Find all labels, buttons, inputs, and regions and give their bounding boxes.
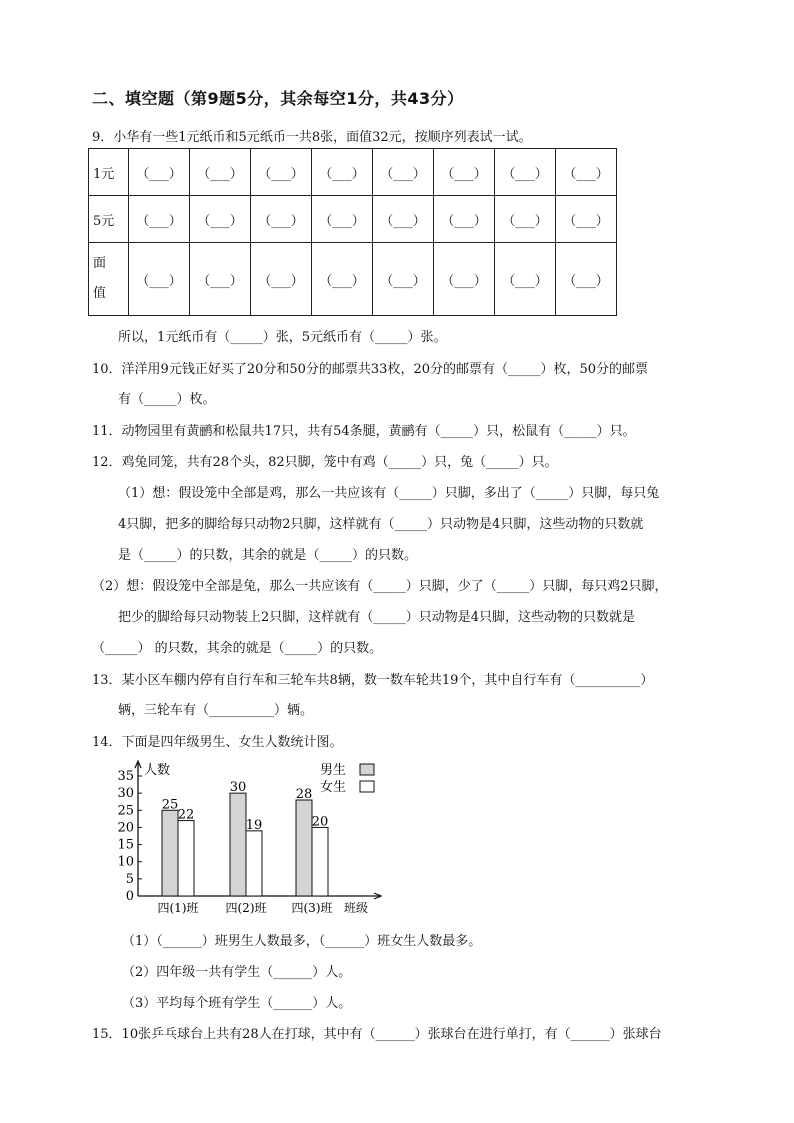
q13-line2: 辆，三轮车有（__________）辆。 <box>118 703 314 718</box>
q12-line1: 12．鸡兔同笼，共有28个头，82只脚，笼中有鸡（_____）只，兔（_____）只。 <box>92 455 558 470</box>
table-row <box>89 196 617 243</box>
bar-girls <box>312 827 328 896</box>
q9-answer: 所以，1元纸币有（_____）张，5元纸币有（_____）张。 <box>118 330 447 345</box>
legend-swatch <box>360 781 374 792</box>
table-cell[interactable]: （___） <box>556 243 617 316</box>
table-cell[interactable]: （___） <box>251 243 312 316</box>
table-cell[interactable]: （___） <box>495 243 556 316</box>
q9-text: 9．小华有一些1元纸币和5元纸币一共8张，面值32元，按顺序列表试一试。 <box>92 130 532 145</box>
y-tick-label: 10 <box>117 854 134 870</box>
q12-p2-line2: 把少的脚给每只动物装上2只脚，这样就有（_____）只动物是4只脚，这些动物的只数就是 <box>118 610 636 625</box>
table-cell[interactable]: （___） <box>556 196 617 243</box>
bar-value-label: 25 <box>161 797 179 813</box>
bar-girls <box>178 821 194 896</box>
legend-label: 男生 <box>320 763 347 778</box>
table-cell[interactable]: （___） <box>251 196 312 243</box>
row-header <box>89 243 129 316</box>
y-tick-label: 15 <box>117 837 134 853</box>
bar-boys <box>296 800 312 896</box>
y-tick-label: 0 <box>125 889 134 904</box>
class-bar-chart <box>112 756 392 916</box>
table-cell[interactable]: （___） <box>373 196 434 243</box>
table-cell[interactable]: （___） <box>434 149 495 196</box>
q14-line1: 14．下面是四年级男生、女生人数统计图。 <box>92 735 343 750</box>
q15-line1: 15．10张乒乓球台上共有28人在打球，其中有（______）张球台在进行单打，有（______）张球台 <box>92 1027 662 1042</box>
bar-girls <box>246 831 262 896</box>
table-cell[interactable]: （___） <box>495 149 556 196</box>
table-cell[interactable]: （___） <box>190 243 251 316</box>
table-cell[interactable]: （___） <box>129 243 190 316</box>
table-cell[interactable]: （___） <box>190 196 251 243</box>
table-cell[interactable]: （___） <box>312 243 373 316</box>
q9-table <box>88 148 617 316</box>
row-header: 5元 <box>89 196 129 243</box>
q13-line1: 13．某小区车棚内停有自行车和三轮车共8辆，数一数车轮共19个，其中自行车有（__________） <box>92 673 654 688</box>
y-tick-label: 20 <box>117 820 134 836</box>
bar-value-label: 30 <box>229 780 247 796</box>
table-cell[interactable]: （___） <box>373 149 434 196</box>
q12-p2-line3: （_____） 的只数，其余的就是（_____）的只数。 <box>92 641 383 656</box>
table-cell[interactable]: （___） <box>434 243 495 316</box>
x-tick-label: 四(1)班 <box>157 901 199 915</box>
y-tick-label: 5 <box>125 871 134 887</box>
table-cell[interactable]: （___） <box>495 196 556 243</box>
y-tick-label: 30 <box>117 786 134 802</box>
q10-line1: 10．洋洋用9元钱正好买了20分和50分的邮票共33枚，20分的邮票有（_____）枚，50分的邮票 <box>92 362 649 377</box>
table-cell[interactable]: （___） <box>434 196 495 243</box>
y-axis-label: 人数 <box>144 763 171 778</box>
x-axis-label: 班级 <box>343 901 369 915</box>
bar-boys <box>162 810 178 896</box>
table-row <box>89 149 617 196</box>
q12-p1-line1: （1）想：假设笼中全部是鸡，那么一共应该有（_____）只脚，多出了（_____）只脚，每只兔 <box>118 486 660 501</box>
q14-sub2: （2）四年级一共有学生（______）人。 <box>122 965 352 980</box>
table-cell[interactable]: （___） <box>312 149 373 196</box>
table-cell[interactable]: （___） <box>373 243 434 316</box>
q10-line2: 有（_____）枚。 <box>118 392 216 407</box>
table-cell[interactable]: （___） <box>190 149 251 196</box>
section-title: 二、填空题（第9题5分，其余每空1分，共43分） <box>92 89 464 108</box>
table-row <box>89 243 617 316</box>
row-header-char: 值 <box>93 286 107 301</box>
legend-swatch <box>360 764 374 775</box>
table-cell[interactable]: （___） <box>129 196 190 243</box>
q14-sub1: （1）（______）班男生人数最多，（______）班女生人数最多。 <box>122 934 482 949</box>
bar-value-label: 28 <box>295 787 313 802</box>
legend-label: 女生 <box>320 780 347 795</box>
bar-value-label: 19 <box>245 817 263 833</box>
y-tick-label: 35 <box>117 769 134 784</box>
x-tick-label: 四(3)班 <box>291 901 333 915</box>
q12-p2-line1: （2）想：假设笼中全部是兔，那么一共应该有（_____）只脚，少了（_____）只脚，每只鸡2只脚， <box>92 579 668 594</box>
q11-text: 11．动物园里有黄鹂和松鼠共17只，共有54条腿，黄鹂有（_____）只，松鼠有（_____）只。 <box>92 424 636 439</box>
row-header: 1元 <box>89 149 129 196</box>
row-header-char: 面 <box>93 256 107 271</box>
bar-boys <box>230 793 246 896</box>
table-cell[interactable]: （___） <box>556 149 617 196</box>
table-cell[interactable]: （___） <box>251 149 312 196</box>
table-cell[interactable]: （___） <box>129 149 190 196</box>
bar-value-label: 20 <box>311 814 329 830</box>
bar-value-label: 22 <box>177 807 195 823</box>
q12-p1-line3: 是（_____）的只数，其余的就是（_____）的只数。 <box>118 548 418 563</box>
x-tick-label: 四(2)班 <box>225 901 267 915</box>
q12-p1-line2: 4只脚，把多的脚给每只动物2只脚，这样就有（_____）只动物是4只脚，这些动物的只数就 <box>118 517 644 532</box>
q14-sub3: （3）平均每个班有学生（______）人。 <box>122 996 352 1011</box>
y-tick-label: 25 <box>117 803 134 819</box>
table-cell[interactable]: （___） <box>312 196 373 243</box>
